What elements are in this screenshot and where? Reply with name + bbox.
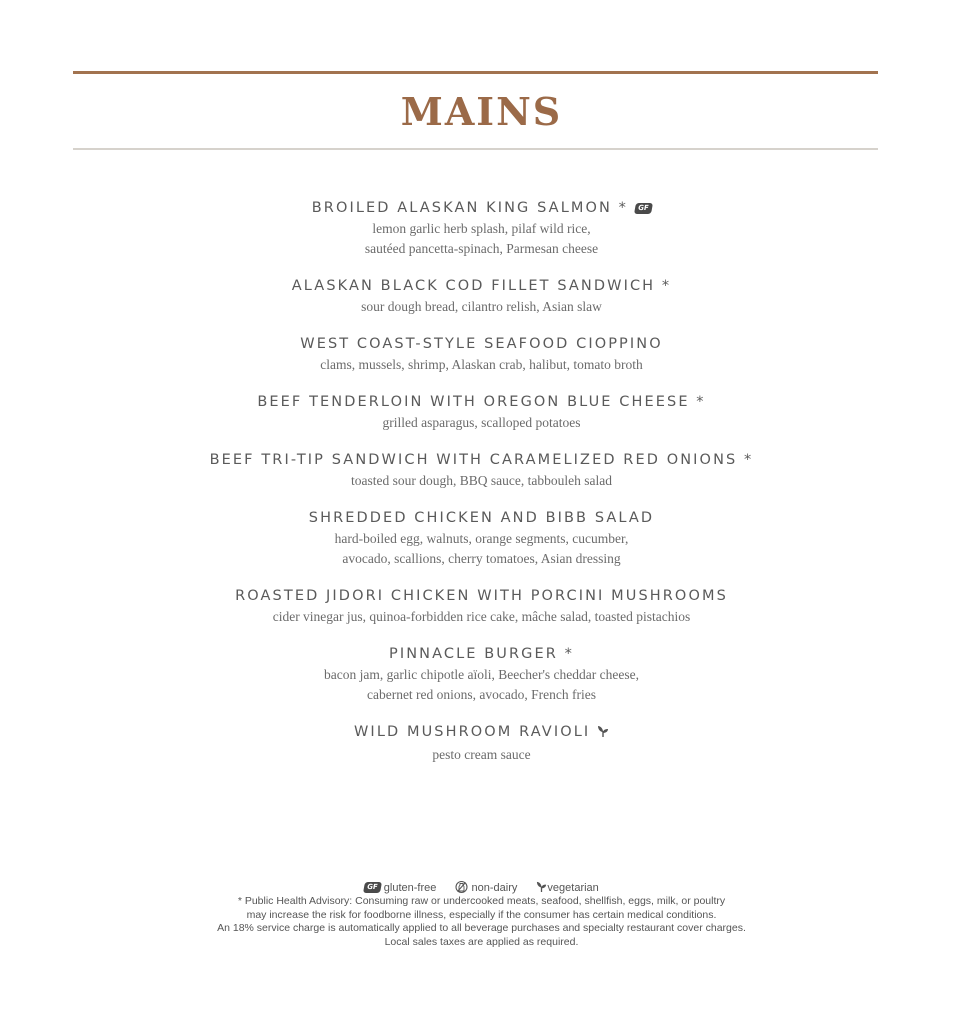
menu-item	[0, 644, 963, 705]
item-name: BEEF TENDERLOIN WITH OREGON BLUE CHEESE *	[257, 394, 706, 410]
legend-gluten-free	[364, 881, 436, 895]
menu-item	[0, 722, 963, 765]
footnote-line: An 18% service charge is automatically applied to all beverage purchases and specialty restaurant cover charges.	[217, 922, 746, 934]
legend-label: non-dairy	[471, 882, 518, 894]
menu-item	[0, 508, 963, 569]
item-name: BROILED ALASKAN KING SALMON *	[311, 200, 629, 216]
page-title: MAINS	[400, 89, 563, 134]
item-name: SHREDDED CHICKEN AND BIBB SALAD	[308, 510, 655, 526]
menu-item	[0, 276, 963, 317]
legend-label: vegetarian	[547, 882, 599, 894]
footnotes	[0, 895, 963, 949]
item-description: toasted sour dough, BBQ sauce, tabbouleh salad	[351, 473, 612, 488]
item-description: clams, mussels, shrimp, Alaskan crab, halibut, tomato broth	[320, 357, 643, 372]
item-name: PINNACLE BURGER *	[388, 646, 575, 662]
menu-item	[0, 198, 963, 259]
item-name: WILD MUSHROOM RAVIOLI	[354, 724, 591, 740]
gluten-free-icon: GF	[363, 882, 381, 893]
menu-item	[0, 334, 963, 375]
item-description: cabernet red onions, avocado, French fries	[366, 687, 597, 702]
menu-item	[0, 392, 963, 433]
item-description: sour dough bread, cilantro relish, Asian slaw	[361, 299, 602, 314]
menu-item	[0, 450, 963, 491]
item-name: BEEF TRI-TIP SANDWICH WITH CARAMELIZED RED ONIONS *	[209, 452, 754, 468]
item-description: lemon garlic herb splash, pilaf wild rice,	[372, 221, 591, 236]
vegetarian-sprout-icon	[597, 724, 609, 745]
item-description: pesto cream sauce	[432, 747, 531, 762]
footnote-line: may increase the risk for foodborne illness, especially if the consumer has certain medical conditions.	[246, 908, 717, 921]
gluten-free-icon: GF	[634, 203, 652, 214]
title-divider	[73, 148, 878, 150]
menu-item	[0, 586, 963, 627]
legend-label: gluten-free	[383, 882, 437, 894]
top-divider	[73, 71, 878, 74]
footnote-line: Local sales taxes are applied as required.	[384, 935, 579, 948]
item-description: cider vinegar jus, quinoa-forbidden rice cake, mâche salad, toasted pistachios	[272, 609, 691, 624]
item-description: avocado, scallions, cherry tomatoes, Asian dressing	[342, 551, 621, 566]
item-name: ALASKAN BLACK COD FILLET SANDWICH *	[291, 278, 672, 294]
menu-list	[0, 198, 963, 782]
item-name: ROASTED JIDORI CHICKEN WITH PORCINI MUSHROOMS	[235, 588, 728, 604]
item-description: sautéed pancetta-spinach, Parmesan cheese	[364, 241, 599, 256]
item-name: WEST COAST-STYLE SEAFOOD CIOPPINO	[300, 336, 663, 352]
item-description: bacon jam, garlic chipotle aïoli, Beecher's cheddar cheese,	[323, 667, 640, 682]
item-description: grilled asparagus, scalloped potatoes	[382, 415, 581, 430]
item-description: hard-boiled egg, walnuts, orange segments, cucumber,	[334, 531, 629, 546]
footnote-line: * Public Health Advisory: Consuming raw or undercooked meats, seafood, shellfish, eggs, milk, or poultry	[237, 895, 726, 907]
